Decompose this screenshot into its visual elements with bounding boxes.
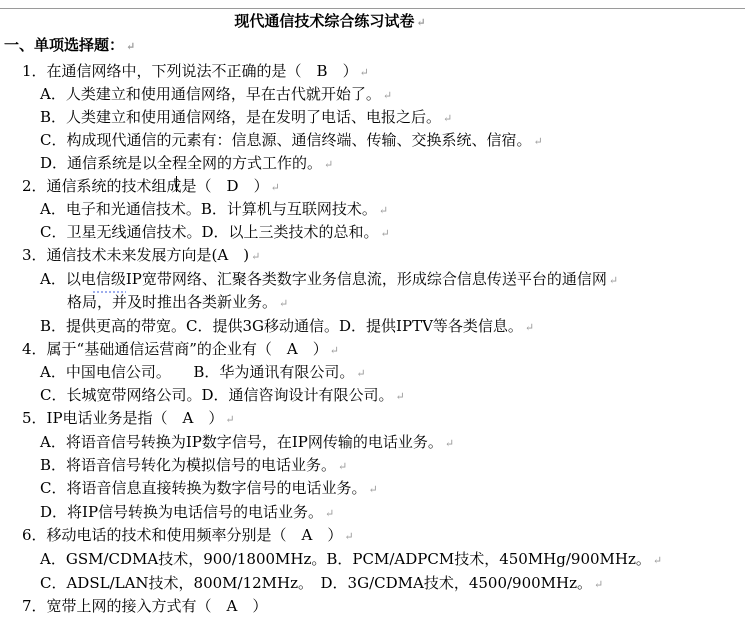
line-text: B．提供更高的带宽。C．提供3G移动通信。D．提供IPTV等各类信息。 (40, 317, 523, 335)
paragraph-mark: ↵ (324, 158, 334, 171)
question-line (22, 60, 369, 82)
paragraph-mark: ↵ (533, 135, 543, 148)
question-line (22, 244, 260, 266)
paragraph-mark: ↵ (225, 413, 235, 426)
paragraph-mark: ↵ (270, 181, 280, 194)
question-line (22, 407, 235, 429)
option-line (40, 548, 662, 570)
line-text: 4．属于“基础通信运营商”的企业有（ A ） (22, 340, 328, 358)
paragraph-mark: ↵ (416, 16, 426, 29)
option-line (40, 152, 333, 174)
option-line (40, 361, 366, 383)
line-text: C．将语音信息直接转换为数字信号的电话业务。 (40, 479, 367, 497)
paragraph-mark: ↵ (356, 367, 366, 380)
option-line (40, 572, 603, 594)
paragraph-mark: ↵ (378, 204, 389, 217)
line-text: 3．通信技术未来发展方向是(A ) (22, 246, 250, 264)
option-line (40, 106, 452, 128)
line-text: D．将IP信号转换为电话信号的电话业务。 (40, 503, 324, 521)
option-line (40, 129, 543, 151)
page-top-border (0, 8, 745, 9)
paragraph-mark: ↵ (382, 89, 393, 102)
paragraph-mark: ↵ (368, 483, 378, 496)
paragraph-mark: ↵ (279, 297, 289, 310)
line-text: A．人类建立和使用通信网络，早在古代就开始了。 (40, 85, 381, 103)
line-text: B．人类建立和使用通信网络，是在发明了电话、电报之后。 (40, 108, 442, 126)
option-line (40, 384, 405, 406)
line-text: 7．宽带上网的接入方式有（ A ） (22, 597, 268, 615)
paragraph-mark: ↵ (344, 530, 354, 543)
paragraph-mark: ↵ (359, 66, 369, 79)
paragraph-mark: ↵ (325, 507, 335, 520)
line-text: 2．通信系统的技术组成是（ D ） (22, 177, 269, 195)
line-text: C．构成现代通信的元素有：信息源、通信终端、传输、交换系统、信宿。 (40, 131, 532, 149)
text-cursor (176, 176, 177, 192)
line-text: 5．IP电话业务是指（ A ） (22, 409, 224, 427)
paragraph-mark: ↵ (251, 250, 261, 263)
line-text: A．GSM/CDMA技术，900/1800MHz。B．PCM/ADPCM技术，450MHg/900MHz。 (40, 550, 651, 568)
question-line (22, 524, 354, 546)
line-text: A．中国电信公司。 B．华为通讯有限公司。 (40, 363, 355, 381)
section-heading-text: 一、单项选择题： (4, 36, 125, 54)
paragraph-mark: ↵ (126, 40, 136, 53)
line-text: D．通信系统是以全程全网的方式工作的。 (40, 154, 323, 172)
line-text: 格局，并及时推出各类新业务。 (67, 293, 278, 311)
paragraph-mark: ↵ (594, 578, 604, 591)
question-line (22, 338, 339, 360)
paragraph-mark: ↵ (524, 321, 535, 334)
line-text: C．ADSL/LAN技术，800M/12MHz。 D．3G/CDMA技术，4500/900MHz。 (40, 574, 593, 592)
option-line (40, 431, 454, 453)
paragraph-mark: ↵ (395, 390, 405, 403)
line-text: A．以电信级IP宽带网络、汇聚各类数字业务信息流，形成综合信息传送平台的通信网 (40, 270, 607, 288)
line-text: A．将语音信号转换为IP数字信号，在IP网传输的电话业务。 (40, 433, 443, 451)
paragraph-mark: ↵ (608, 274, 619, 287)
option-line (67, 291, 288, 313)
line-text: 1．在通信网络中，下列说法不正确的是（ B ） (22, 62, 358, 80)
spellcheck-underline (92, 291, 126, 293)
document-title-text: 现代通信技术综合练习试卷 (234, 12, 415, 30)
line-text: A．电子和光通信技术。B．计算机与互联网技术。 (40, 200, 377, 218)
option-line (40, 198, 388, 220)
line-text: 6．移动电话的技术和使用频率分别是（ A ） (22, 526, 343, 544)
option-line (40, 315, 534, 337)
paragraph-mark: ↵ (444, 437, 455, 450)
option-line (40, 268, 618, 290)
paragraph-mark: ↵ (338, 460, 348, 473)
section-heading (4, 34, 135, 56)
document-title (0, 10, 660, 34)
option-line (40, 454, 347, 476)
line-text: B．将语音信号转化为模拟信号的电话业务。 (40, 456, 337, 474)
option-line (40, 83, 392, 105)
line-text: C．长城宽带网络公司。D．通信咨询设计有限公司。 (40, 386, 394, 404)
option-line (40, 501, 334, 523)
paragraph-mark: ↵ (443, 112, 453, 125)
option-line (40, 477, 378, 499)
line-text: C．卫星无线通信技术。D．以上三类技术的总和。 (40, 223, 379, 241)
paragraph-mark: ↵ (652, 554, 663, 567)
option-line (40, 221, 390, 243)
paragraph-mark: ↵ (329, 344, 339, 357)
question-line (22, 595, 268, 615)
question-line (22, 175, 280, 197)
paragraph-mark: ↵ (380, 227, 390, 240)
